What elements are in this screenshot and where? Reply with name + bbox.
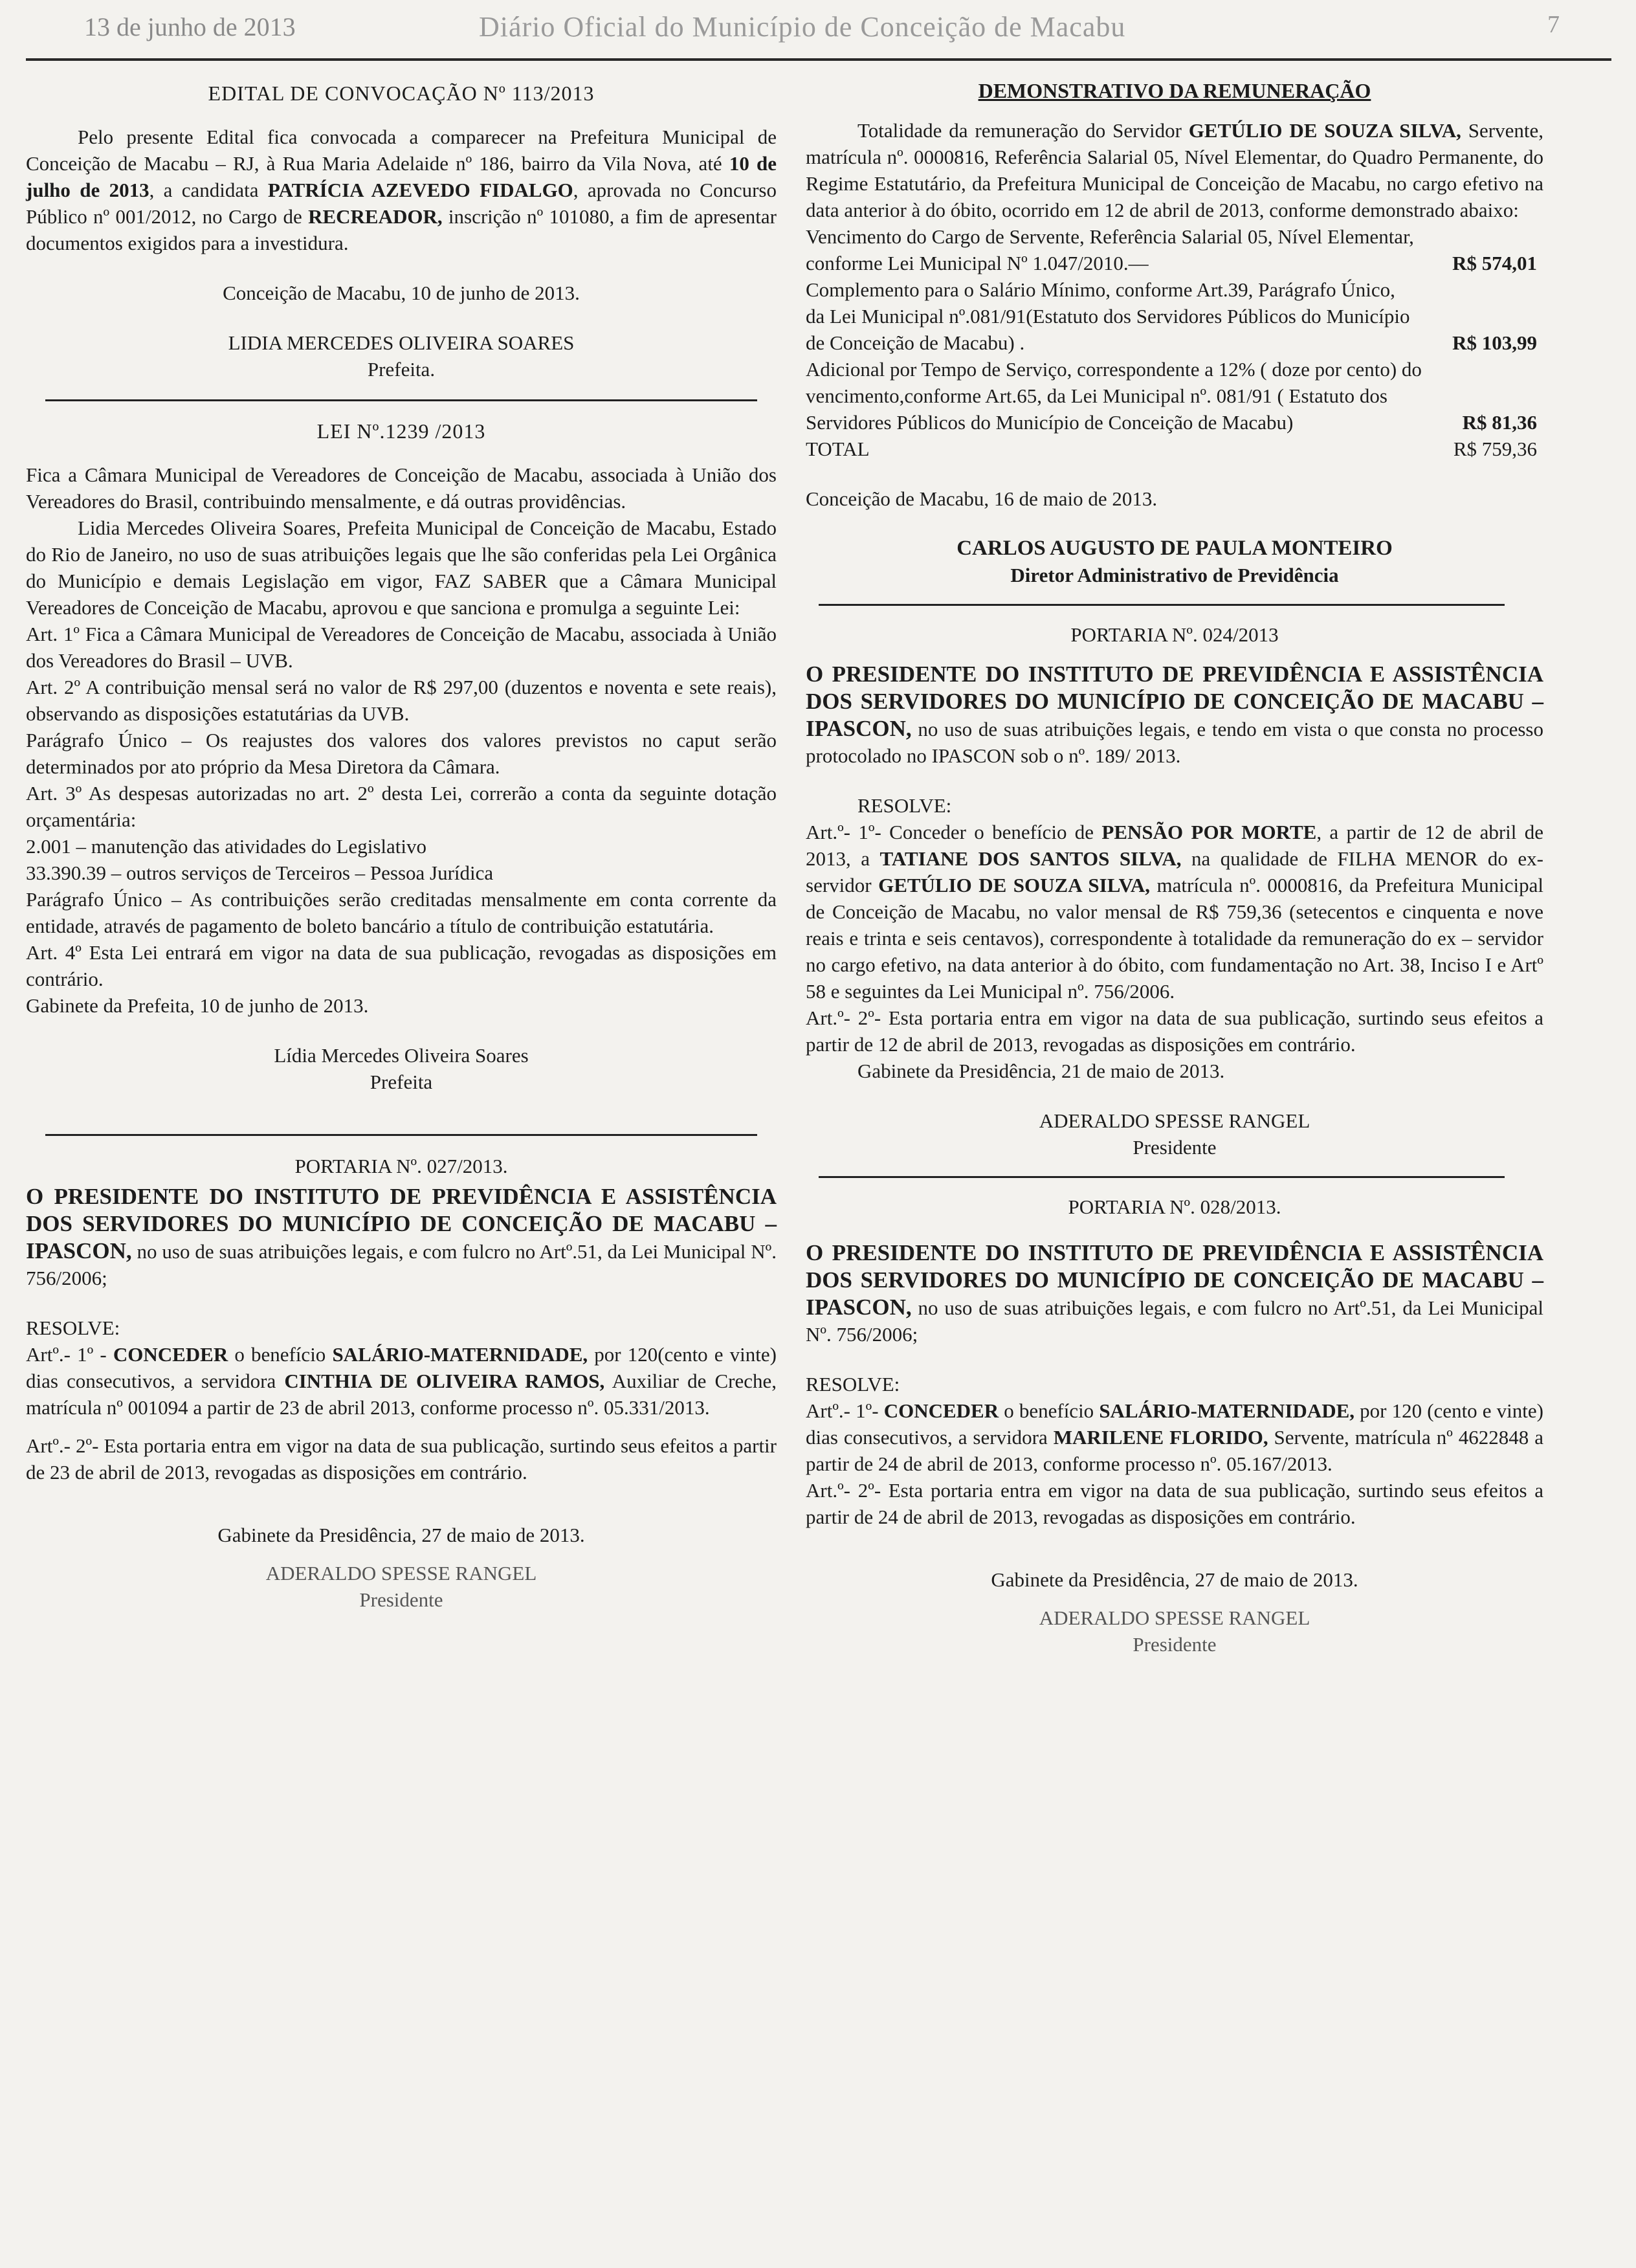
edital-text-4: inscrição nº 101080, a fim de apresentar documentos exigidos para a investidura. xyxy=(26,205,777,254)
art1-text-2: por 120 (cento e vinte) dias consecutivos, a servidora xyxy=(806,1399,1543,1449)
edital-title: EDITAL DE CONVOCAÇÃO Nº 113/2013 xyxy=(208,82,595,105)
art1-ex-server: GETÚLIO DE SOUZA SILVA, xyxy=(878,874,1151,896)
portaria-028-title: PORTARIA Nº. 028/2013. xyxy=(1068,1195,1281,1218)
divider xyxy=(45,399,757,401)
portaria-028-signature-role: Presidente xyxy=(1133,1633,1217,1656)
art1-benefit: SALÁRIO-MATERNIDADE, xyxy=(1099,1399,1355,1422)
art1-verb: CONCEDER xyxy=(113,1343,228,1366)
portaria-027-art1 xyxy=(26,1341,777,1421)
left-column xyxy=(26,71,777,1613)
demonstrativo-total xyxy=(806,436,1543,462)
lei-section xyxy=(26,418,777,1095)
total-value: R$ 759,36 xyxy=(1453,438,1537,460)
portaria-024-section xyxy=(806,621,1543,1161)
art1-tail: matrícula nº. 0000816, da Prefeitura Municipal de Conceição de Macabu, no valor mensal de R$ 759,36 (setecentos e cinquenta e nove reais e trinta e seis centavos), correspondente à totalidade da remuneração do ex – servidor no cargo efetivo, na data anterior à do óbito, com fundamentação no Art. 38, Inciso I e Artº 58 e seguintes da Lei Municipal nº. 756/2006. xyxy=(806,874,1544,1003)
art1-tail: Servente, matrícula nº 4622848 a partir de 24 de abril de 2013, conforme processo nº. 05.167/2013. xyxy=(806,1426,1543,1475)
item-1-value: R$ 574,01 xyxy=(1452,252,1537,274)
lei-art1: Art. 1º Fica a Câmara Municipal de Vereadores de Conceição de Macabu, associada à União dos Vereadores do Brasil – UVB. xyxy=(26,623,777,672)
art1-verb: CONCEDER xyxy=(883,1399,999,1422)
art1-benefit: PENSÃO POR MORTE xyxy=(1101,821,1317,843)
lei-preamble: Lidia Mercedes Oliveira Soares, Prefeita Municipal de Conceição de Macabu, Estado do Rio de Janeiro, no uso de suas atribuições legais que lhe são conferidas pela Lei Orgânica do Município e demais Legislação em vigor, FAZ SABER que a Câmara Municipal Vereadores de Conceição de Macabu, aprovou e que sanciona e promulga a seguinte Lei: xyxy=(26,517,777,619)
art1-beneficiary: TATIANE DOS SANTOS SILVA, xyxy=(879,847,1182,870)
edital-deadline: 10 de julho de 2013 xyxy=(26,152,777,201)
art1-text: , a partir de 12 de abril de 2013, a xyxy=(806,821,1544,870)
item-1-label: Vencimento do Cargo de Servente, Referência Salarial 05, Nível Elementar, conforme Lei Municipal Nº 1.047/2010.— xyxy=(806,225,1414,274)
portaria-028-institution: O PRESIDENTE DO INSTITUTO DE PREVIDÊNCIA E ASSISTÊNCIA DOS SERVIDORES DO MUNICÍPIO DE CONCEIÇÃO DE MACABU – IPASCON, xyxy=(806,1240,1543,1320)
portaria-028-resolve: RESOLVE: xyxy=(806,1373,900,1395)
lei-dotacao-2: 33.390.39 – outros serviços de Terceiros – Pessoa Jurídica xyxy=(26,862,494,884)
demonstrativo-item-3 xyxy=(806,356,1543,436)
portaria-027-preamble-tail: no uso de suas atribuições legais, e com fulcro no Artº.51, da Lei Municipal Nº. 756/2006; xyxy=(26,1240,777,1289)
lei-ementa: Fica a Câmara Municipal de Vereadores de Conceição de Macabu, associada à União dos Vereadores do Brasil, contribuindo mensalmente, e dá outras providências. xyxy=(26,463,777,513)
art1-text-2: por 120(cento e vinte) dias consecutivos, a servidora xyxy=(26,1343,777,1392)
demonstrativo-signature-role: Diretor Administrativo de Previdência xyxy=(1010,564,1339,586)
item-3-value: R$ 81,36 xyxy=(1462,411,1537,434)
lei-paragrafo-1: Parágrafo Único – Os reajustes dos valores dos valores previstos no caput serão determinados por ato próprio da Mesa Diretora da Câmara. xyxy=(26,729,777,778)
demonstrativo-title: DEMONSTRATIVO DA REMUNERAÇÃO xyxy=(978,79,1371,102)
portaria-027-resolve: RESOLVE: xyxy=(26,1317,120,1339)
edital-text-2: , a candidata xyxy=(149,179,268,201)
portaria-027-signature-name: ADERALDO SPESSE RANGEL xyxy=(265,1562,537,1584)
art1-text: o benefício xyxy=(228,1343,333,1366)
portaria-024-resolve: RESOLVE: xyxy=(857,794,952,817)
art1-beneficiary: MARILENE FLORIDO, xyxy=(1053,1426,1268,1449)
demo-intro-2: Servente, matrícula nº. 0000816, Referência Salarial 05, Nível Elementar, do Quadro Permanente, do Regime Estatutário, da Prefeitura Municipal de Conceição de Macabu, no cargo efetivo na data anterior à do óbito, ocorrido em 12 de abril de 2013, conforme demonstrado abaixo: xyxy=(806,119,1543,221)
portaria-024-institution: O PRESIDENTE DO INSTITUTO DE PREVIDÊNCIA E ASSISTÊNCIA DOS SERVIDORES DO MUNICÍPIO DE CONCEIÇÃO DE MACABU – IPASCON, xyxy=(806,662,1543,741)
portaria-027-closing: Gabinete da Presidência, 27 de maio de 2013. xyxy=(217,1524,585,1546)
demonstrativo-section xyxy=(806,78,1543,588)
item-2-value: R$ 103,99 xyxy=(1452,331,1537,354)
demonstrativo-place-date: Conceição de Macabu, 16 de maio de 2013. xyxy=(806,487,1158,510)
demo-server-name: GETÚLIO DE SOUZA SILVA, xyxy=(1188,119,1461,142)
art1-text: o benefício xyxy=(999,1399,1100,1422)
portaria-028-art2: Art.º- 2º- Esta portaria entra em vigor na data de sua publicação, surtindo seus efeitos a partir de 24 de abril de 2013, revogadas as disposições em contrário. xyxy=(806,1479,1543,1528)
lei-art3: Art. 3º As despesas autorizadas no art. 2º desta Lei, correrão a conta da seguinte dotação orçamentária: xyxy=(26,782,777,831)
portaria-024-closing: Gabinete da Presidência, 21 de maio de 2013. xyxy=(857,1060,1225,1082)
lei-signature-name: Lídia Mercedes Oliveira Soares xyxy=(274,1044,529,1067)
demonstrativo-item-2 xyxy=(806,276,1543,356)
lei-signature-role: Prefeita xyxy=(370,1071,433,1093)
portaria-027-preamble xyxy=(26,1183,777,1291)
lei-dotacao-1: 2.001 – manutenção das atividades do Legislativo xyxy=(26,835,426,858)
journal-name: Diário Oficial do Município de Conceição de Macabu xyxy=(479,11,1126,43)
total-label: TOTAL xyxy=(806,438,870,460)
art1-benefit: SALÁRIO-MATERNIDADE, xyxy=(332,1343,588,1366)
portaria-027-title: PORTARIA Nº. 027/2013. xyxy=(294,1155,508,1177)
portaria-027-signature-role: Presidente xyxy=(359,1588,443,1611)
edital-text-3: , aprovada no Concurso Público nº 001/2012, no Cargo de xyxy=(26,179,777,228)
divider xyxy=(819,1176,1505,1178)
portaria-024-preamble-tail: no uso de suas atribuições legais, e tendo em vista o que consta no processo protocolado no IPASCON sob o nº. 189/ 2013. xyxy=(806,718,1543,767)
portaria-028-closing: Gabinete da Presidência, 27 de maio de 2013. xyxy=(991,1568,1358,1591)
edital-signature-name: LIDIA MERCEDES OLIVEIRA SOARES xyxy=(228,331,575,354)
right-column xyxy=(806,71,1543,1658)
portaria-027-institution: O PRESIDENTE DO INSTITUTO DE PREVIDÊNCIA E ASSISTÊNCIA DOS SERVIDORES DO MUNICÍPIO DE CONCEIÇÃO DE MACABU – IPASCON, xyxy=(26,1184,777,1263)
edital-section xyxy=(26,80,777,383)
portaria-024-title: PORTARIA Nº. 024/2013 xyxy=(1070,623,1279,646)
edital-text-1: Pelo presente Edital fica convocada a comparecer na Prefeitura Municipal de Conceição de Macabu – RJ, à Rua Maria Adelaide nº 186, bairro da Vila Nova, até xyxy=(26,126,777,175)
art1-prefix: Artº.- 1º - xyxy=(26,1343,113,1366)
edital-body xyxy=(26,124,777,256)
lei-art4: Art. 4º Esta Lei entrará em vigor na data de sua publicação, revogadas as disposições em contrário. xyxy=(26,941,777,990)
portaria-024-art1 xyxy=(806,819,1543,1005)
lei-paragrafo-2: Parágrafo Único – As contribuições serão creditadas mensalmente em conta corrente da entidade, através de pagamento de boleto bancário a título de contribuição estatutária. xyxy=(26,888,777,937)
divider xyxy=(45,1134,757,1136)
demonstrativo-item-1 xyxy=(806,223,1543,276)
lei-art2: Art. 2º A contribuição mensal será no valor de R$ 297,00 (duzentos e noventa e sete reais), observando as disposições estatutárias da UVB. xyxy=(26,676,777,725)
lei-closing: Gabinete da Prefeita, 10 de junho de 2013. xyxy=(26,994,369,1017)
portaria-028-preamble-tail: no uso de suas atribuições legais, e com fulcro no Artº.51, da Lei Municipal Nº. 756/2006; xyxy=(806,1296,1543,1346)
page-mark: 7 xyxy=(1547,11,1560,38)
page-header xyxy=(26,6,1611,61)
portaria-027-art2: Artº.- 2º- Esta portaria entra em vigor na data de sua publicação, surtindo seus efeitos a partir de 23 de abril de 2013, revogadas as disposições em contrário. xyxy=(26,1434,777,1484)
portaria-024-art2: Art.º- 2º- Esta portaria entra em vigor na data de sua publicação, surtindo seus efeitos a partir de 12 de abril de 2013, revogadas as disposições em contrário. xyxy=(806,1006,1543,1056)
portaria-027-section xyxy=(26,1153,777,1613)
edital-signature-role: Prefeita. xyxy=(367,358,436,381)
portaria-028-section xyxy=(806,1194,1543,1658)
lei-title: LEI Nº.1239 /2013 xyxy=(316,419,486,443)
edital-candidate: PATRÍCIA AZEVEDO FIDALGO xyxy=(267,179,573,201)
edital-role: RECREADOR, xyxy=(308,205,443,228)
art1-text-2: na qualidade de FILHA MENOR do ex-servidor xyxy=(806,847,1543,896)
art1-beneficiary: CINTHIA DE OLIVEIRA RAMOS, xyxy=(284,1370,605,1392)
demonstrativo-intro xyxy=(806,117,1543,223)
portaria-024-signature-name: ADERALDO SPESSE RANGEL xyxy=(1039,1109,1310,1132)
demonstrativo-signature-name: CARLOS AUGUSTO DE PAULA MONTEIRO xyxy=(956,537,1393,560)
item-3-label: Adicional por Tempo de Serviço, correspondente a 12% ( doze por cento) do vencimento,conforme Art.65, da Lei Municipal nº. 081/91 ( Estatuto dos Servidores Públicos do Município de Conceição de Macabu) xyxy=(806,358,1422,434)
divider xyxy=(819,604,1505,606)
portaria-024-preamble xyxy=(806,661,1543,769)
portaria-028-art1 xyxy=(806,1397,1543,1477)
edital-place-date: Conceição de Macabu, 10 de junho de 2013. xyxy=(223,282,580,304)
art1-prefix: Artº.- 1º- xyxy=(806,1399,884,1422)
issue-date: 13 de junho de 2013 xyxy=(84,12,296,41)
art1-tail: Auxiliar de Creche, matrícula nº 001094 a partir de 23 de abril 2013, conforme processo nº. 05.331/2013. xyxy=(26,1370,777,1419)
portaria-028-preamble xyxy=(806,1240,1543,1348)
portaria-024-signature-role: Presidente xyxy=(1133,1136,1217,1159)
item-2-label: Complemento para o Salário Mínimo, conforme Art.39, Parágrafo Único, da Lei Municipal nº.081/91(Estatuto dos Servidores Públicos do Município de Conceição de Macabu) . xyxy=(806,278,1410,354)
art1-prefix: Art.º- 1º- Conceder o benefício de xyxy=(806,821,1102,843)
demo-intro-1: Totalidade da remuneração do Servidor xyxy=(857,119,1189,142)
portaria-028-signature-name: ADERALDO SPESSE RANGEL xyxy=(1039,1606,1310,1629)
